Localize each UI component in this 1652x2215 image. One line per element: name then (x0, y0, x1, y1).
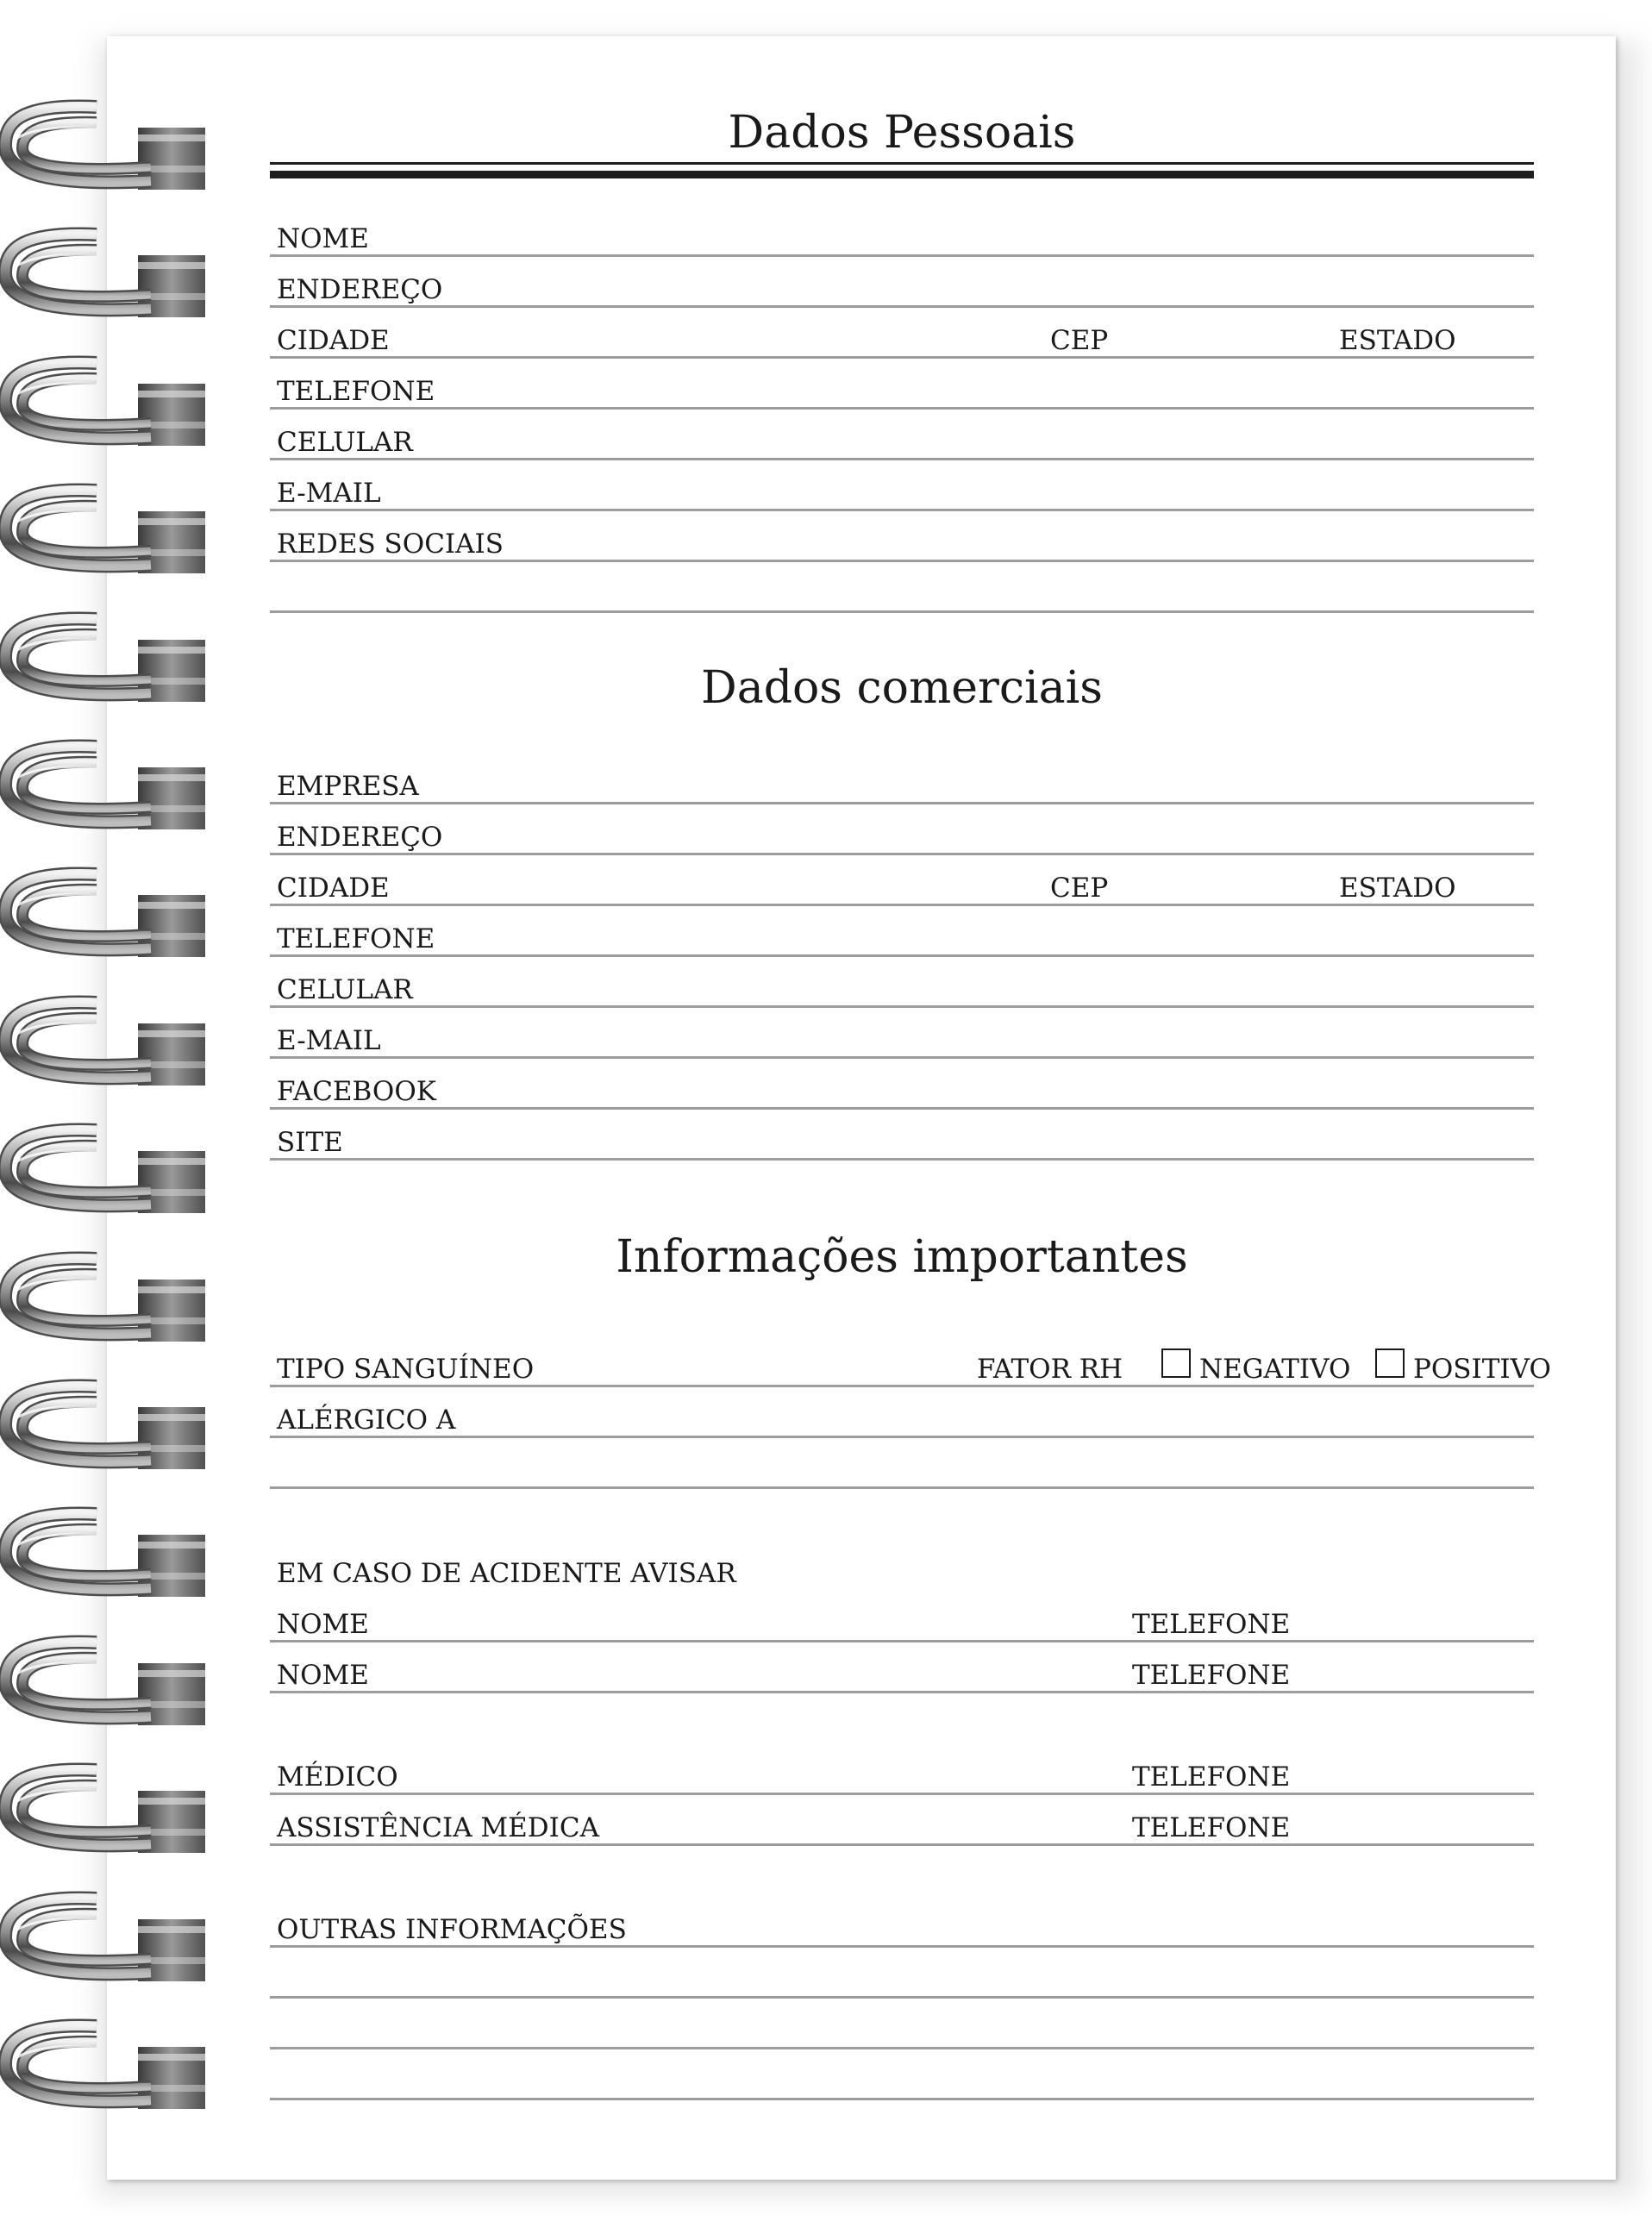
spiral-ring (0, 852, 211, 974)
spiral-ring (0, 1620, 211, 1743)
spiral-ring (0, 341, 211, 463)
field-blank-line[interactable] (270, 2063, 1534, 2100)
field-label-telefone: TELEFONE (1132, 1609, 1291, 1640)
spiral-binding (0, 0, 216, 2215)
field-label: ASSISTÊNCIA MÉDICA (277, 1812, 600, 1843)
spiral-ring (0, 468, 211, 591)
field-emergency-contact-1[interactable] (270, 1605, 1534, 1642)
field-cidade[interactable] (270, 322, 1534, 359)
field-emergency-contact-2[interactable] (270, 1656, 1534, 1693)
field-celular-comercial[interactable] (270, 971, 1534, 1008)
spiral-ring (0, 1748, 211, 1870)
field-cidade-comercial[interactable] (270, 869, 1534, 906)
field-site[interactable] (270, 1123, 1534, 1161)
field-blank-line[interactable] (270, 576, 1534, 613)
field-nome[interactable] (270, 220, 1534, 257)
field-assistencia-medica[interactable] (270, 1809, 1534, 1846)
field-label-fator-rh: FATOR RH (977, 1354, 1123, 1385)
checkbox-negativo[interactable] (1161, 1348, 1191, 1378)
spiral-ring (0, 724, 211, 847)
field-label: CIDADE (277, 325, 390, 356)
field-label: CIDADE (277, 873, 390, 904)
field-blank-line[interactable] (270, 1452, 1534, 1489)
field-email-comercial[interactable] (270, 1022, 1534, 1059)
section-title-important: Informações importantes (616, 1231, 1188, 1283)
field-label: NOME (277, 223, 369, 254)
field-empresa[interactable] (270, 767, 1534, 804)
spiral-ring (0, 1364, 211, 1486)
spiral-ring (0, 1236, 211, 1359)
section-title-commercial: Dados comerciais (701, 662, 1103, 714)
title-rule-thin (270, 162, 1534, 165)
field-label: TELEFONE (277, 376, 435, 407)
field-facebook[interactable] (270, 1073, 1534, 1110)
section-title-personal: Dados Pessoais (728, 107, 1076, 159)
field-label-estado: ESTADO (1339, 325, 1456, 356)
spiral-ring (0, 980, 211, 1103)
field-outras-informacoes[interactable] (270, 1911, 1534, 1948)
field-label: ALÉRGICO A (277, 1405, 456, 1436)
field-label: MÉDICO (277, 1761, 398, 1793)
field-redes-sociais[interactable] (270, 525, 1534, 562)
field-blank-line[interactable] (270, 1962, 1534, 1999)
field-label-cep: CEP (1050, 325, 1109, 356)
field-endereco-comercial[interactable] (270, 818, 1534, 855)
spiral-ring (0, 2004, 211, 2126)
field-label-estado: ESTADO (1339, 873, 1456, 904)
spiral-ring (0, 1492, 211, 1614)
field-label-cep: CEP (1050, 873, 1109, 904)
spiral-ring (0, 597, 211, 719)
field-email[interactable] (270, 474, 1534, 511)
field-label-telefone: TELEFONE (1132, 1761, 1291, 1793)
field-blank-line[interactable] (270, 2012, 1534, 2049)
field-celular[interactable] (270, 423, 1534, 460)
checkbox-label-negativo: NEGATIVO (1199, 1354, 1351, 1385)
field-label: EMPRESA (277, 771, 419, 802)
checkbox-label-positivo: POSITIVO (1413, 1354, 1551, 1385)
field-label: CELULAR (277, 427, 413, 458)
field-label-telefone: TELEFONE (1132, 1660, 1291, 1691)
title-rule-thick (270, 171, 1534, 178)
field-label: ENDEREÇO (277, 274, 443, 305)
field-label: NOME (277, 1609, 369, 1640)
field-label: TELEFONE (277, 923, 435, 954)
field-endereco[interactable] (270, 271, 1534, 308)
field-alergico[interactable] (270, 1401, 1534, 1438)
field-medico[interactable] (270, 1758, 1534, 1795)
spiral-ring (0, 84, 211, 207)
field-tipo-sanguineo[interactable] (270, 1350, 1551, 1387)
field-label: FACEBOOK (277, 1076, 436, 1107)
field-label: REDES SOCIAIS (277, 529, 504, 560)
spiral-ring (0, 1876, 211, 1999)
field-telefone[interactable] (270, 372, 1534, 410)
field-label: E-MAIL (277, 478, 381, 509)
field-label: SITE (277, 1127, 343, 1158)
spiral-ring (0, 1108, 211, 1230)
field-label: E-MAIL (277, 1025, 381, 1056)
field-label: OUTRAS INFORMAÇÕES (277, 1914, 627, 1945)
spiral-ring (0, 212, 211, 335)
emergency-heading: EM CASO DE ACIDENTE AVISAR (277, 1558, 736, 1589)
field-label: TIPO SANGUÍNEO (277, 1354, 535, 1385)
field-telefone-comercial[interactable] (270, 920, 1534, 957)
field-label: NOME (277, 1660, 369, 1691)
field-label: CELULAR (277, 974, 413, 1005)
field-label-telefone: TELEFONE (1132, 1812, 1291, 1843)
field-label: ENDEREÇO (277, 822, 443, 853)
checkbox-positivo[interactable] (1375, 1348, 1405, 1378)
